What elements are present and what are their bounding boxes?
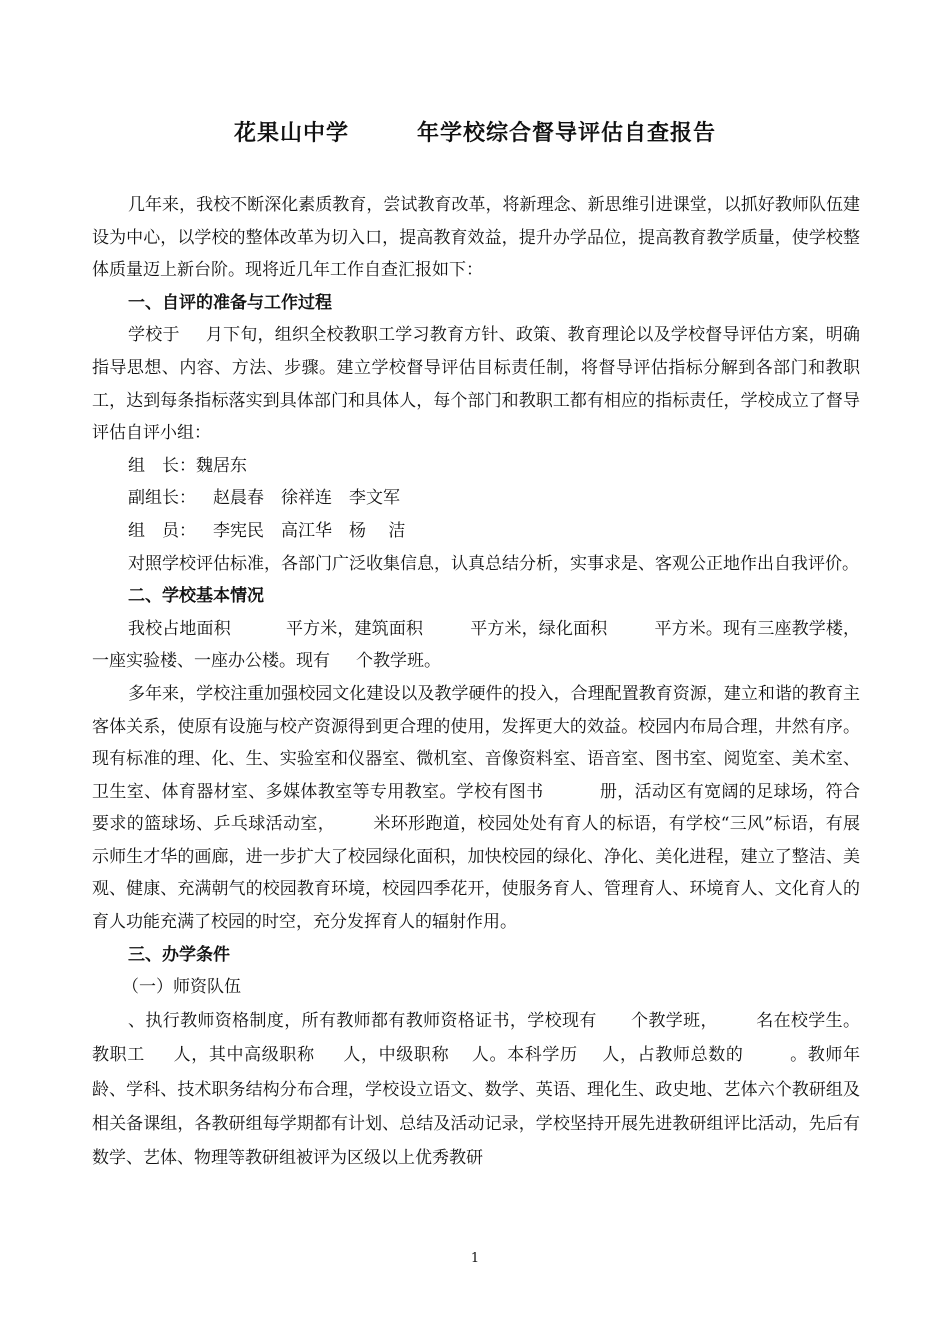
- section2-p1-a: 我校占地面积: [128, 618, 231, 639]
- section2-p2-b: 册，活动区有宽阔的足球场，符合要求的篮球场、乒乓球活动室，: [92, 781, 861, 835]
- page-title: [0, 116, 950, 147]
- section2-paragraph2: [92, 678, 860, 939]
- section2-p1-d: 平方米。现有三座教学楼，一座实验楼、一座办公楼。现有: [92, 618, 861, 672]
- section3-p1-e: 人，中级职称: [342, 1045, 450, 1066]
- group-vice-names: 赵晨春 徐祥连 李文军: [213, 488, 400, 509]
- section3-p1-g: 人，占教师总数的: [601, 1045, 744, 1066]
- page-number: 1: [470, 1251, 480, 1266]
- section2-p2-a: 多年来，学校注重加强校园文化建设以及教学硬件的投入，合理配置教育资源，建立和谐的教育主客体关系，使原有设施与校产资源得到更合理的使用，发挥更大的效益。校园内布局合理，井然有序。现有标准的理、化、生、实验室和仪器室、微机室、音像资料室、语音室、图书室、阅览室、美术室、卫生室、体育器材室、多媒体教室等专用教室。学校有图书: [92, 683, 860, 802]
- group-member-names: 李宪民 高江华 杨 洁: [213, 520, 406, 541]
- section2-p1-e: 个教学班。: [356, 651, 441, 672]
- section3-p1-h: 。教师年龄、学科、技术职务结构分布合理，学校设立语文、数学、英语、理化生、政史地、艺体六个教研组及相关备课组，各教研组每学期都有计划、总结及活动记录，学校坚持开展先进教研组评比活动，先后有数学、艺体、物理等教研组被评为区级以上优秀教研: [92, 1045, 861, 1169]
- section2-p1-b: 平方米，建筑面积: [285, 618, 424, 639]
- section3-subheading: （一）师资队伍: [122, 977, 241, 998]
- title-school-name: 花果山中学: [233, 121, 349, 146]
- group-member-label: 组 员：: [128, 520, 196, 541]
- section1-p1-part-a: 学校于: [128, 325, 180, 346]
- section3-p1-b: 个教学班，: [630, 1010, 718, 1031]
- section3-p1-a: 、执行教师资格制度，所有教师都有教师资格证书，学校现有: [128, 1010, 597, 1031]
- section3-p1-f: 人。本科学历: [471, 1045, 578, 1066]
- group-leader-line: 组 长：魏居东: [128, 455, 247, 476]
- group-vice-line: [92, 482, 860, 515]
- group-member-line: [92, 515, 860, 548]
- section2-p1-c: 平方米，绿化面积: [470, 618, 608, 639]
- intro-paragraph: 几年来，我校不断深化素质教育，尝试教育改革，将新理念、新思维引进课堂，以抓好教师队伍建设为中心，以学校的整体改革为切入口，提高教育效益，提升办学品位，提高教育教学质量，使学校整体质量迈上新台阶。现将近几年工作自查汇报如下：: [92, 195, 860, 281]
- title-report-name: 年学校综合督导评估自查报告: [417, 121, 717, 146]
- section3-heading: 三、办学条件: [128, 944, 230, 965]
- group-vice-label: 副组长：: [128, 488, 196, 509]
- section2-heading: 二、学校基本情况: [128, 586, 264, 607]
- section3-p1-c: 名在校学生。教职工: [92, 1010, 861, 1066]
- section1-p1-part-b: 月下旬，组织全校教职工学习教育方针、政策、教育理论以及学校督导评估方案，明确指导思想、内容、方法、步骤。建立学校督导评估目标责任制，将督导评估指标分解到各部门和教职工，达到每条指标落实到具体部门和具体人，每个部门和教职工都有相应的指标责任，学校成立了督导评估自评小组：: [92, 325, 861, 444]
- section1-paragraph2: 对照学校评估标准，各部门广泛收集信息，认真总结分析，实事求是、客观公正地作出自我评价。: [128, 553, 859, 574]
- section3-p1-d: 人，其中高级职称: [172, 1045, 315, 1066]
- section2-p2-c: 米环形跑道，校园处处有育人的标语，有学校“三风”标语，有展示师生才华的画廊，进一步扩大了校园绿化面积，加快校园的绿化、净化、美化进程，建立了整洁、美观、健康、充满朝气的校园教育环境，校园四季花开，使服务育人、管理育人、环境育人、文化育人的育人功能充满了校园的时空，充分发挥育人的辐射作用。: [92, 814, 861, 933]
- section2-paragraph1: [92, 613, 860, 678]
- section1-paragraph1: [92, 319, 860, 449]
- section3-paragraph1: [92, 1004, 860, 1176]
- report-body: [92, 189, 860, 1176]
- section1-heading: 一、自评的准备与工作过程: [128, 292, 332, 313]
